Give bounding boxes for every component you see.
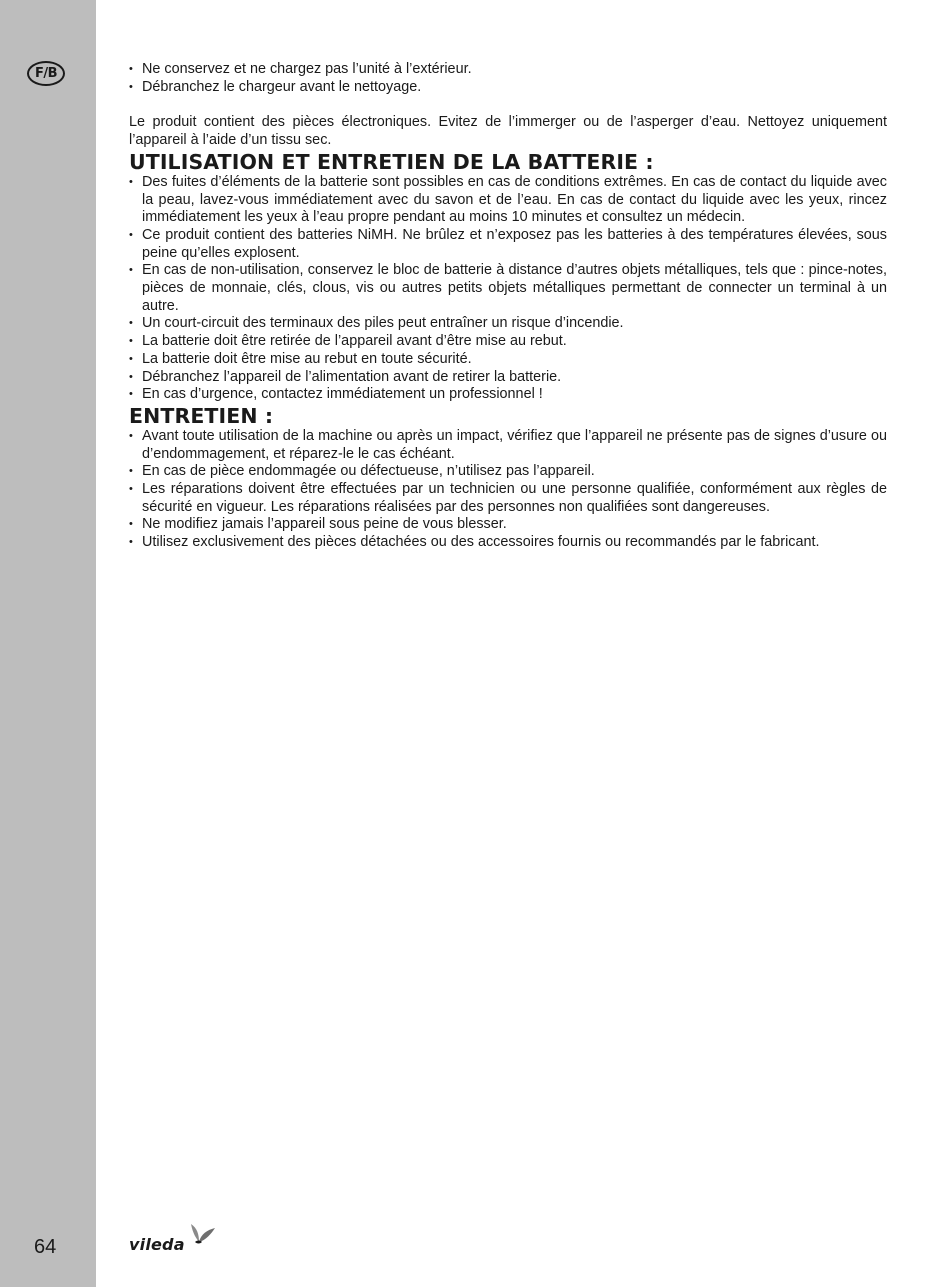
intro-paragraph: Le produit contient des pièces électroniques. Evitez de l’immerger ou de l’asperger d’eau. Nettoyez uniquement l’appareil à l’aide d’un tissu sec. [129,114,887,149]
page-number: 64 [34,1236,57,1258]
list-item: • En cas de non-utilisation, conservez le bloc de batterie à distance d’autres objets métalliques, tels que : pince-notes, pièces de monnaie, clés, clous, vis ou autres petits objets métalliques permettant de connecter un terminal à un autre. [129,262,887,315]
intro-bullet-list [129,61,887,96]
vileda-logo [129,1222,219,1256]
list-item: • En cas d’urgence, contactez immédiatement un professionnel ! [129,386,887,404]
list-item: • En cas de pièce endommagée ou défectueuse, n’utilisez pas l’appareil. [129,463,887,481]
battery-bullet-list [129,174,887,404]
list-item: • Débranchez l’appareil de l’alimentation avant de retirer la batterie. [129,369,887,387]
list-item: • Avant toute utilisation de la machine ou après un impact, vérifiez que l’appareil ne présente pas de signes d’usure ou d’endommagement, et réparez-le le cas échéant. [129,428,887,463]
list-item: • Ne modifiez jamais l’appareil sous peine de vous blesser. [129,516,887,534]
logo-text: vileda [129,1235,185,1254]
list-item: • Les réparations doivent être effectuées par un technicien ou une personne qualifiée, conformément aux règles de sécurité en vigueur. Les réparations réalisées par des personnes non qualifiées sont dangereuses. [129,481,887,516]
maintenance-section-heading: ENTRETIEN : [129,403,274,428]
list-item: • Utilisez exclusivement des pièces détachées ou des accessoires fournis ou recommandés par le fabricant. [129,534,887,552]
sidebar [0,0,96,1287]
bird-icon [187,1222,217,1248]
battery-section-heading: UTILISATION ET ENTRETIEN DE LA BATTERIE : [129,149,654,174]
list-item: • La batterie doit être retirée de l’appareil avant d’être mise au rebut. [129,333,887,351]
list-item: • Ce produit contient des batteries NiMH. Ne brûlez et n’exposez pas les batteries à des températures élevées, sous peine qu’elles explosent. [129,227,887,262]
list-item: • Un court-circuit des terminaux des piles peut entraîner un risque d’incendie. [129,315,887,333]
list-item: • La batterie doit être mise au rebut en toute sécurité. [129,351,887,369]
list-item: • Des fuites d’éléments de la batterie sont possibles en cas de conditions extrêmes. En cas de contact du liquide avec la peau, lavez-vous immédiatement avec du savon et de l’eau. En cas de contact du liquide avec les yeux, rincez immédiatement les yeux à l’eau propre pendant au moins 10 minutes et consultez un médecin. [129,174,887,227]
list-item: • Débranchez le chargeur avant le nettoyage. [129,79,887,97]
list-item: • Ne conservez et ne chargez pas l’unité à l’extérieur. [129,61,887,79]
language-badge: F/B [27,61,65,86]
maintenance-bullet-list [129,428,887,552]
main-content [129,61,887,552]
